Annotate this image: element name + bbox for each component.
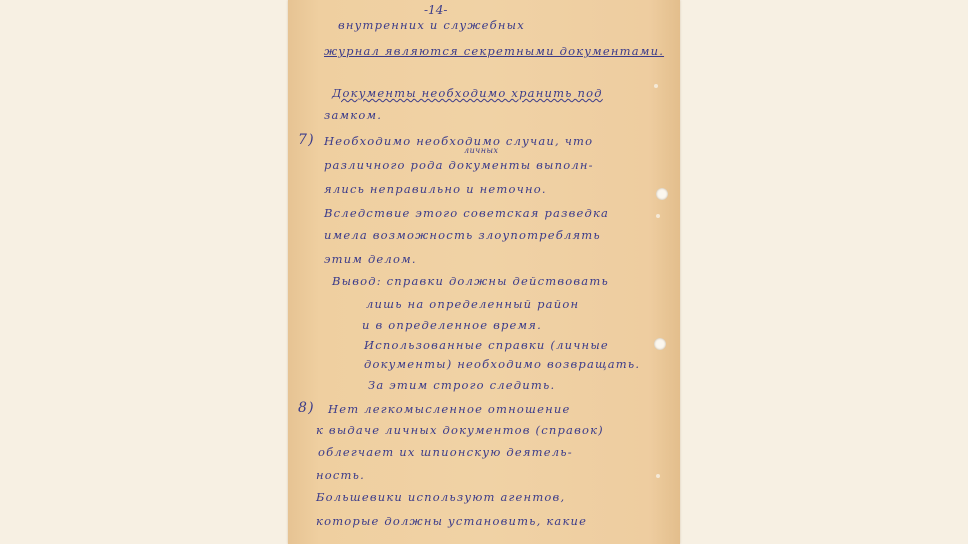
text-line-6: различного рода документы выполн- bbox=[324, 158, 594, 172]
text-line-18: к выдаче личных документов (справок) bbox=[316, 423, 604, 437]
paper-speck bbox=[656, 474, 660, 478]
text-line-7: ялись неправильно и неточно. bbox=[324, 182, 547, 196]
page-number: -14- bbox=[424, 3, 448, 17]
punch-hole bbox=[656, 188, 668, 200]
text-line-2: журнал являются секретными документами. bbox=[324, 44, 665, 58]
handwritten-page bbox=[288, 0, 680, 544]
text-line-14: Использованные справки (личные bbox=[364, 338, 609, 352]
text-line-9: имела возможность злоупотреблять bbox=[324, 228, 601, 242]
punch-hole bbox=[654, 338, 666, 350]
text-line-5: Необходимо необходимо случаи, что bbox=[324, 134, 594, 148]
text-line-10: этим делом. bbox=[324, 252, 417, 266]
text-line-17: Нет легкомысленное отношение bbox=[328, 402, 571, 416]
paper-speck bbox=[654, 84, 658, 88]
text-line-20: ность. bbox=[316, 468, 365, 482]
text-line-21: Большевики используют агентов, bbox=[316, 490, 566, 504]
paper-speck bbox=[656, 214, 660, 218]
text-line-4: замком. bbox=[324, 108, 383, 122]
inserted-word: личных bbox=[464, 146, 499, 155]
item-number-8: 8) bbox=[298, 400, 315, 416]
text-line-8: Вследствие этого советская разведка bbox=[324, 206, 610, 220]
text-line-1: внутренних и служебных bbox=[338, 18, 525, 32]
text-line-11: Вывод: справки должны действовать bbox=[332, 274, 609, 288]
text-line-19: облегчает их шпионскую деятель- bbox=[318, 445, 573, 459]
item-number-7: 7) bbox=[298, 132, 315, 148]
text-line-15: документы) необходимо возвращать. bbox=[364, 357, 641, 371]
text-line-3: Документы необходимо хранить под bbox=[332, 86, 603, 100]
text-line-13: и в определенное время. bbox=[362, 318, 542, 332]
text-line-12: лишь на определенный район bbox=[366, 297, 580, 311]
text-line-22: которые должны установить, какие bbox=[316, 514, 588, 528]
text-line-16: За этим строго следить. bbox=[368, 378, 556, 392]
